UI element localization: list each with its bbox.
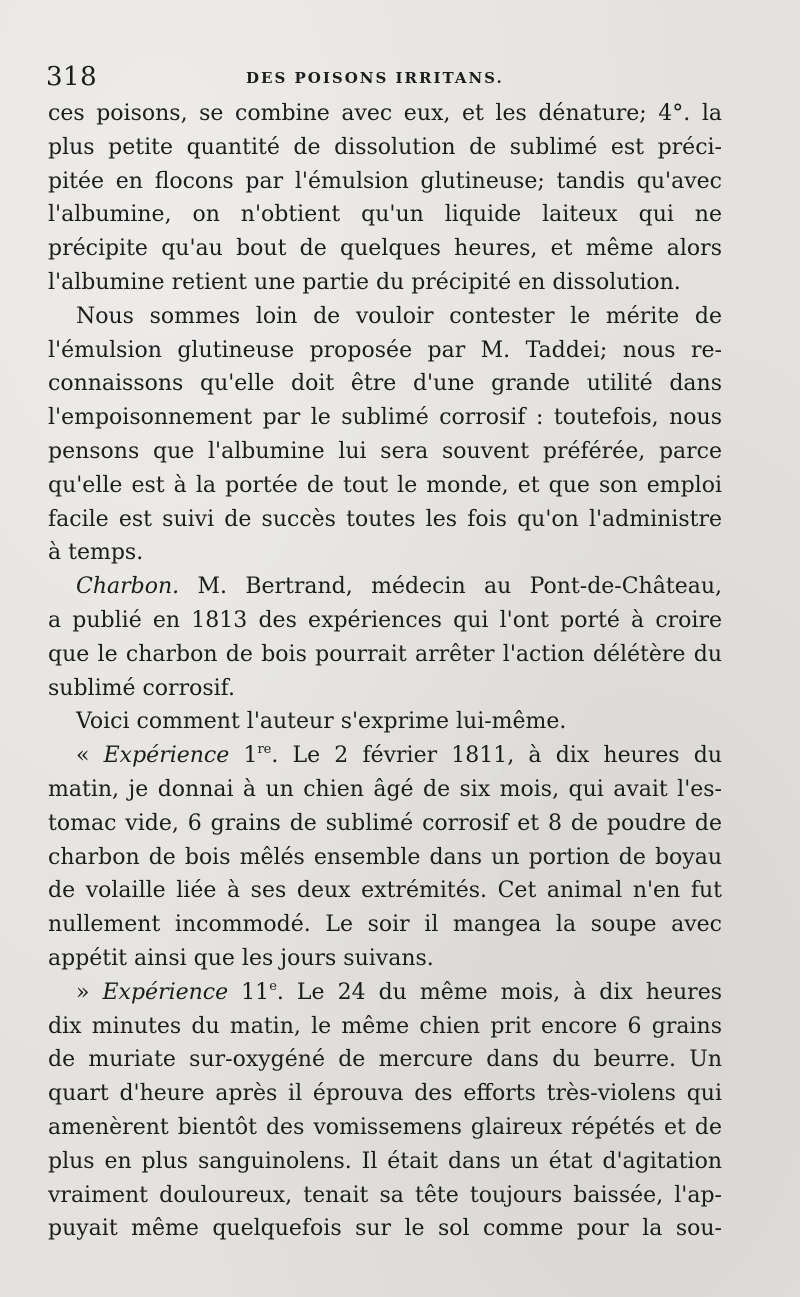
text-line: amenèrent bientôt des vomissemens glaireux répétés et de — [48, 1114, 722, 1140]
text-line: l'albumine retient une partie du précipité en dissolution. — [48, 269, 681, 295]
quote-mark: « — [76, 743, 104, 769]
text-line — [48, 739, 722, 773]
text-line: tomac vide, 6 grains de sublimé corrosif et 8 de poudre de — [48, 810, 722, 836]
superscript: e — [269, 978, 277, 994]
experience-label: Expérience — [102, 979, 229, 1005]
text-line: Voici comment l'auteur s'exprime lui-même. — [76, 709, 567, 735]
text-line: puyait même quelquefois sur le sol comme pour la sou- — [48, 1216, 722, 1242]
text-line: pensons que l'albumine lui sera souvent préférée, parce — [48, 438, 722, 464]
body-text — [48, 97, 722, 1246]
text-line: sublimé corrosif. — [48, 675, 236, 701]
text-line: de muriate sur-oxygéné de mercure dans du beurre. Un — [48, 1047, 722, 1073]
quote-mark: » — [76, 979, 103, 1005]
text-line: a publié en 1813 des expériences qui l'ont porté à croire — [48, 607, 722, 633]
text-line: vraiment douloureux, tenait sa tête toujours baissée, l'ap- — [48, 1182, 722, 1208]
text-line: à temps. — [48, 540, 144, 566]
text-line: qu'elle est à la portée de tout le monde, et que son emploi — [48, 472, 722, 498]
text-line: nullement incommodé. Le soir il mangea la soupe avec — [48, 912, 722, 938]
text-line: Nous sommes loin de vouloir contester le mérite de — [76, 303, 722, 329]
text-line — [48, 570, 722, 604]
text-line: dix minutes du matin, le même chien prit encore 6 grains — [48, 1013, 722, 1039]
text-line: matin, je donnai à un chien âgé de six mois, qui avait l'es- — [48, 776, 722, 802]
text-line: précipite qu'au bout de quelques heures, et même alors — [48, 236, 722, 262]
text-line: de volaille liée à ses deux extrémités. Cet animal n'en fut — [48, 878, 722, 904]
text-line: facile est suivi de succès toutes les fois qu'on l'administre — [48, 506, 722, 532]
page-number: 318 — [46, 62, 98, 92]
experience-label: Expérience — [103, 743, 230, 769]
superscript: re — [257, 742, 272, 758]
text-line: ces poisons, se combine avec eux, et les dénature; 4°. la — [48, 101, 722, 126]
experience-numeral: 11 — [228, 979, 270, 1005]
text-line: l'empoisonnement par le sublimé corrosif : toutefois, nous — [48, 405, 722, 431]
text-line: plus petite quantité de dissolution de sublimé est préci- — [48, 134, 722, 160]
text-line: charbon de bois mêlés ensemble dans un portion de boyau — [48, 844, 722, 870]
text-fragment: . Le 24 du même mois, à dix heures — [276, 979, 722, 1005]
running-title: DES POISONS IRRITANS. — [246, 69, 504, 87]
text-line: l'émulsion glutineuse proposée par M. Taddei; nous re- — [48, 337, 722, 363]
text-line: que le charbon de bois pourrait arrêter l'action délétère du — [48, 641, 722, 667]
text-line — [48, 976, 722, 1010]
text-line: pitée en flocons par l'émulsion glutineuse; tandis qu'avec — [48, 168, 722, 194]
experience-numeral: 1 — [229, 743, 258, 769]
text-line: plus en plus sanguinolens. Il était dans un état d'agitation — [48, 1148, 722, 1174]
section-heading-charbon: Charbon. — [76, 574, 180, 600]
text-fragment: M. Bertrand, médecin au Pont-de-Château, — [179, 574, 722, 600]
text-line: quart d'heure après il éprouva des efforts très-violens qui — [48, 1081, 722, 1107]
text-line: appétit ainsi que les jours suivans. — [48, 945, 434, 971]
running-head — [46, 62, 726, 92]
text-fragment: . Le 2 février 1811, à dix heures du — [271, 743, 722, 769]
text-line: l'albumine, on n'obtient qu'un liquide laiteux qui ne — [48, 202, 722, 228]
text-line: connaissons qu'elle doit être d'une grande utilité dans — [48, 371, 722, 397]
